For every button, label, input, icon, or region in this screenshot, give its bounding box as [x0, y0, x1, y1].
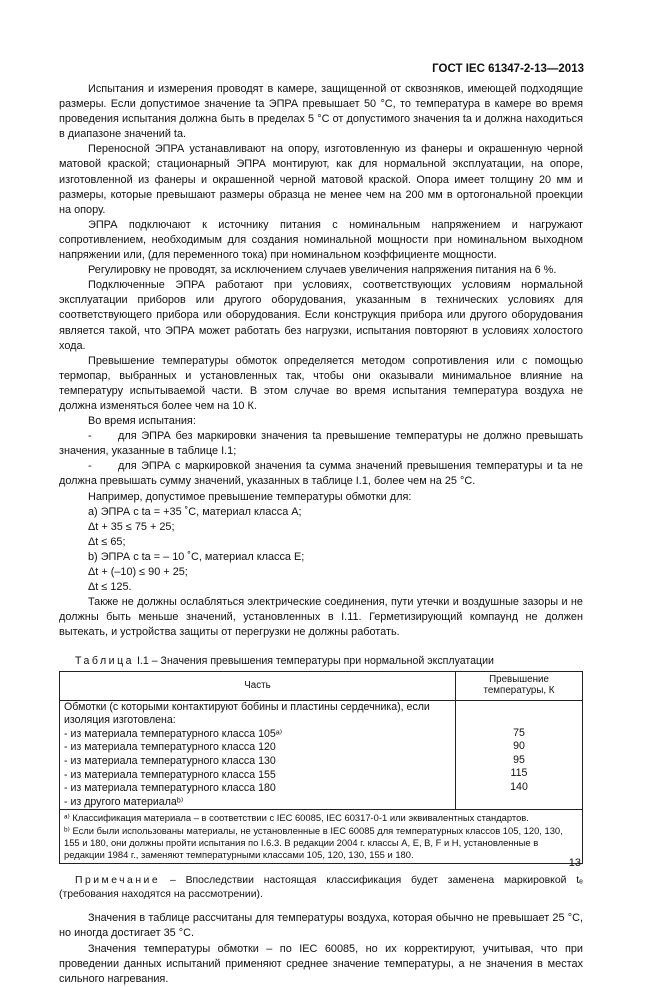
table-cell-part — [60, 700, 456, 810]
paragraph: Испытания и измерения проводят в камере, защищенной от сквозняков, имеющей подходящие размеры. Если допустимое значение tа ЭПРА превышает 50 °С, то температура в камере во время проведения испытания должна быть в пределах 5 °С от допустимого значения tа и должна находиться в диапазоне значений tа. — [59, 83, 583, 141]
list-item: - для ЭПРА без маркировки значения tа превышение температуры не должно превышать значения, указанные в таблице I.1; — [59, 430, 583, 458]
example-line: a) ЭПРА с tа = +35 ˚С, материал класса А; — [88, 505, 302, 518]
table-header-temp: Превышение температуры, К — [456, 671, 583, 700]
table-note: Примечание – Впоследствии настоящая классификация будет заменена маркировкой tₑ (требования находятся на рассмотрении). — [59, 875, 583, 900]
document-header: ГОСТ IEC 61347-2-13—2013 — [432, 63, 584, 75]
paragraph: Регулировку не проводят, за исключением случаев увеличения напряжения питания на 6 %. — [88, 264, 557, 277]
example-line: Δt ≤ 125. — [88, 581, 132, 594]
table-value: 95 — [513, 753, 525, 766]
table-row: - из материала температурного класса 105ᵃ⁾ — [64, 727, 283, 740]
temperature-table — [59, 671, 583, 865]
table-header-part: Часть — [60, 671, 456, 700]
page-number: 13 — [568, 857, 581, 869]
footnote: ᵇ⁾ Если были использованы материалы, не установленные в IEC 60085 для температурных классов 105, 120, 130, 155 и 180, они должны пройти испытания по I.6.3. В редакции 2004 г. классы A, E, B, F и H, установленные в редакции 1984 г., заменяют температурными классами 105, 120, 130, 155 и 180. — [64, 824, 563, 860]
paragraph: Значения температуры обмотки – по IEC 60085, но их корректируют, учитывая, что при проведении данных испытаний применяют среднее значение температуры, а не значения в местах сильного нагревания. — [59, 942, 583, 985]
example-line: Δt ≤ 65; — [88, 535, 126, 548]
table-value: 115 — [510, 767, 528, 780]
table-cell-values — [456, 700, 583, 810]
example-line: Δt + 35 ≤ 75 + 25; — [88, 520, 175, 533]
table-row: - из материала температурного класса 130 — [64, 754, 276, 767]
paragraph: Подключенные ЭПРА работают при условиях, соответствующих условиям нормальной эксплуатации приборов или другого оборудования, указанным в технических условиях для соответствующего прибора или оборудования. Если конструкция прибора или другого оборудования является такой, что ЭПРА может работать без нагрузки, испытания повторяют в условиях холостого хода. — [59, 279, 583, 352]
example-line: b) ЭПРА с tа = – 10 ˚С, материал класса Е; — [88, 550, 305, 563]
table-value: 140 — [510, 780, 528, 793]
table-row: - из материала температурного класса 120 — [64, 741, 276, 754]
paragraph: Также не должны ослабляться электрические соединения, пути утечки и воздушные зазоры и не должны быть меньше значений, установленных в I.11. Герметизирующий компаунд не должен вытекать, и устройства защиты от перегрузки не должны работать. — [59, 596, 583, 639]
table-caption: Таблица I.1 – Значения превышения температуры при нормальной эксплуатации — [75, 655, 494, 668]
table-row: Обмотки (с которыми контактируют бобины и пластины сердечника), если изоляция изготовлена: — [64, 700, 430, 727]
list-item: - для ЭПРА с маркировкой значения tа сумма значений превышения температуры и tа не должна превышать сумму значений, указанных в таблице I.1, более чем на 25 °С. — [59, 460, 583, 488]
table-value: 75 — [513, 726, 525, 739]
table-row: - из материала температурного класса 155 — [64, 768, 276, 781]
paragraph: Значения в таблице рассчитаны для температуры воздуха, которая обычно не превышает 25 °С, но иногда достигает 35 °С. — [59, 912, 583, 940]
paragraph: ЭПРА подключают к источнику питания с номинальным напряжением и нагружают сопротивлением, необходимым для создания номинальной мощности при номинальном выходном напряжении или, (для переменного тока) при номинальном коэффициенте мощности. — [59, 218, 583, 262]
table-value: 90 — [513, 740, 525, 753]
footnote: ᵃ⁾ Классификация материала – в соответствии с IEC 60085, IEC 60317-0-1 или эквивалентных стандартов. — [64, 812, 529, 824]
example-intro: Например, допустимое превышение температуры обмотки для: — [88, 490, 412, 503]
paragraph: Превышение температуры обмоток определяется методом сопротивления или с помощью термопар, выбранных и установленных так, чтобы они оказывали минимальное влияние на температуру испытываемой части. В этом случае во время испытания температура воздуха не должна изменяться более чем на 10 К. — [59, 354, 583, 412]
table-row: - из другого материалаᵇ⁾ — [64, 795, 184, 808]
during-test-label: Во время испытания: — [88, 415, 196, 428]
table-row: - из материала температурного класса 180 — [64, 782, 276, 795]
example-line: Δt + (–10) ≤ 90 + 25; — [88, 566, 188, 578]
table-footnotes — [60, 810, 583, 864]
document-body — [59, 82, 583, 987]
paragraph: Переносной ЭПРА устанавливают на опору, изготовленную из фанеры и окрашенную черной матовой краской; стационарный ЭПРА монтируют, как для нормальной эксплуатации, на опоре, изготовленной из фанеры и окрашенной черной матовой краской. Опора имеет толщину 20 мм и размеры, которые превышают размеры образца не менее чем на 200 мм в ортогональной проекции на опору. — [59, 143, 583, 216]
